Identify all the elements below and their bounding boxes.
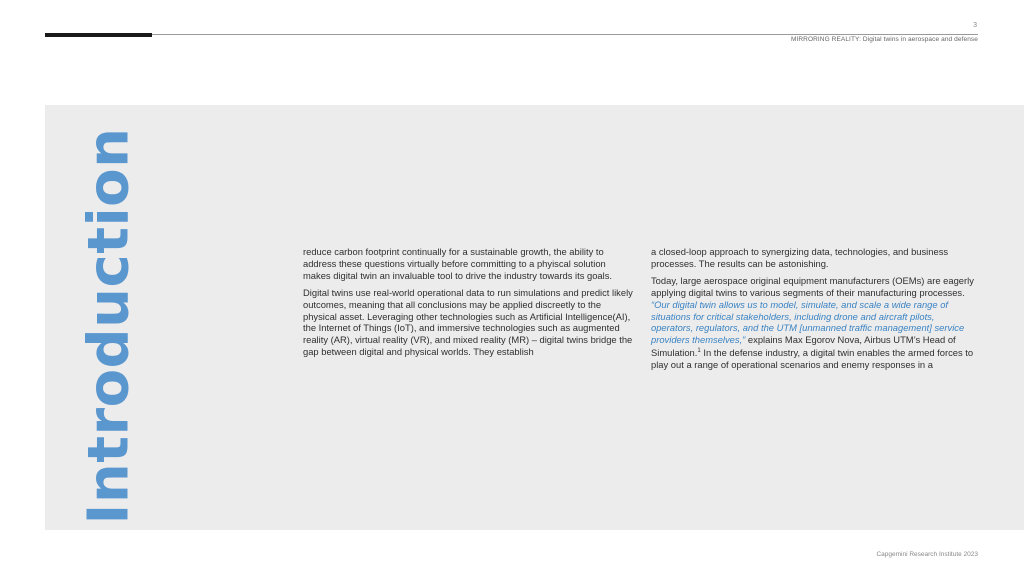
paragraph-lead: Today, large aerospace original equipment manufacturers (OEMs) are eagerly applying digital twins to various segments of their manufacturing processes. [651,274,974,298]
footnote-marker: 1 [697,348,701,355]
header-rule [45,34,978,35]
pull-quote: “Our digital twin allows us to model, simulate, and scale a wide range of situations for critical stakeholders, including drone and aircraft pilots, operators, regulators, and the UTM [unmanned traffic management] service providers themselves,” [651,298,965,346]
paragraph [651,275,976,371]
paragraph: Digital twins use real-world operational data to run simulations and predict likely outcomes, meaning that all conclusions may be applied discreetly to the physical asset. Leveraging other technologies such as Artificial Intelligence(AI), the Internet of Things (IoT), and immersive technologies such as augmented reality (AR), virtual reality (VR), and mixed reality (MR) – digital twins bridge the gap between digital and physical worlds. They establish [303,286,633,358]
paragraph-attribution: explains Max Egorov Nova, Airbus UTM’s Head of Simulation. [651,334,956,359]
body-column-right [651,246,976,376]
section-title: Introduction [76,127,142,525]
paragraph: reduce carbon footprint continually for a sustainable growth, the ability to address these questions virtually before committing to a phyiscal solution makes digital twin an invaluable tool to drive the industry towards its goals. [303,246,613,281]
paragraph-continuation: In the defense industry, a digital twin enables the armed forces to play out a range of operational scenarios and enemy responses in a [651,347,974,371]
paragraph: a closed-loop approach to synergizing data, technologies, and business processes. The results can be astonishing. [651,246,949,269]
header-accent-bar [45,33,152,37]
page-number: 3 [973,22,977,29]
body-column-left [303,246,633,363]
footer-source: Capgemini Research Institute 2023 [876,551,978,558]
running-title: MIRRORING REALITY: Digital twins in aerospace and defense [790,36,978,43]
